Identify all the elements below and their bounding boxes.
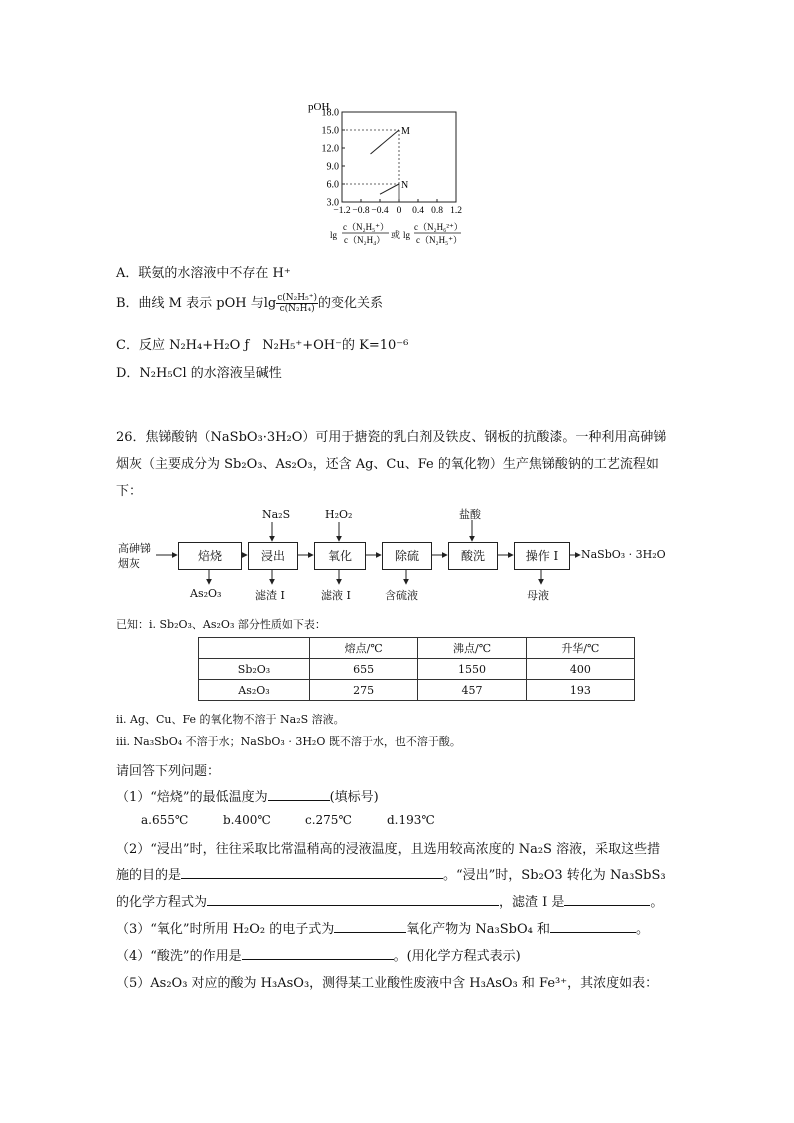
q2-purpose-blank[interactable] xyxy=(181,864,443,879)
q3-mid: 氧化产物为 Na₃SbO₄ 和 xyxy=(406,922,550,937)
flow-input-line2: 烟灰 xyxy=(118,557,140,570)
table-header-cell xyxy=(199,638,310,659)
x-label-num1: c（N₂H₅⁺） xyxy=(343,222,390,232)
q2-line3-post: 。 xyxy=(650,895,664,910)
y-tick-label: 6.0 xyxy=(326,179,339,191)
output-residue-1: 滤渣 I xyxy=(255,589,285,602)
table-cell: 655 xyxy=(310,659,418,680)
output-mother-liquor: 母液 xyxy=(527,589,549,602)
y-tick-label: 12.0 xyxy=(321,143,339,155)
q2-equation-blank[interactable] xyxy=(207,891,499,906)
q1-choice-b: b.400℃ xyxy=(223,813,271,827)
table-header-cell: 沸点/℃ xyxy=(418,638,526,659)
y-tick-label: 3.0 xyxy=(326,197,339,209)
q4-post: 。(用化学方程式表示) xyxy=(393,949,521,964)
table-cell: 193 xyxy=(526,680,634,701)
q1-choice-c: c.275℃ xyxy=(305,813,352,827)
q1-text: （1）“焙烧”的最低温度为 xyxy=(116,790,268,805)
output-sulfur-liquid: 含硫液 xyxy=(385,589,418,602)
q3-electron-formula-blank[interactable] xyxy=(334,918,406,933)
x-label-den2: c（N₂H₅⁺） xyxy=(416,235,463,245)
option-b-post: 的变化关系 xyxy=(317,296,383,311)
q3-product-blank[interactable] xyxy=(550,918,636,933)
properties-table xyxy=(198,637,635,701)
q2-line2 xyxy=(116,864,666,883)
x-tick-label: 0.4 xyxy=(412,206,424,216)
x-tick-label: −0.4 xyxy=(371,206,389,216)
q2-line3-mid: ，滤渣 I 是 xyxy=(499,895,565,910)
x-tick-label: 1.2 xyxy=(450,206,462,216)
x-tick-label: −0.8 xyxy=(352,206,370,216)
q1-choice-d: d.193℃ xyxy=(387,813,435,827)
q1 xyxy=(116,786,379,805)
y-tick-label: 18.0 xyxy=(321,107,339,119)
q1-choice-a: a.655℃ xyxy=(141,813,189,827)
x-label-lg: lg xyxy=(330,230,338,240)
q3 xyxy=(116,918,649,937)
y-axis-label: pOH xyxy=(308,101,330,113)
table-row xyxy=(199,659,635,680)
option-a: A．联氨的水溶液中不存在 H⁺ xyxy=(116,266,291,281)
y-tick-label: 15.0 xyxy=(321,125,339,137)
table-cell: Sb₂O₃ xyxy=(199,659,310,680)
option-b-pre: B．曲线 M 表示 pOH 与 xyxy=(116,296,264,311)
known-ii: ⅱ. Ag、Cu、Fe 的氧化物不溶于 Na₂S 溶液。 xyxy=(116,713,345,726)
step-desulfur: 除硫 xyxy=(382,542,432,570)
table-row xyxy=(199,680,635,701)
flow-input-line1: 高砷锑 xyxy=(118,542,151,555)
y-tick-label: 9.0 xyxy=(326,161,339,173)
q1-choices xyxy=(141,813,435,827)
q2-line2-pre: 施的目的是 xyxy=(116,868,182,883)
table-cell: 1550 xyxy=(418,659,526,680)
q3-post: 。 xyxy=(635,922,649,937)
step-leach: 浸出 xyxy=(248,542,298,570)
x-label-lg2: lg xyxy=(403,230,411,240)
q4 xyxy=(116,945,521,964)
x-tick-label: 0 xyxy=(396,206,402,216)
step-operation-1: 操作 I xyxy=(514,542,570,570)
reagent-hcl: 盐酸 xyxy=(459,508,481,521)
x-label-num2: c（N₂H₆²⁺） xyxy=(414,222,463,232)
q2-residue-blank[interactable] xyxy=(564,891,650,906)
option-b-num: c(N₂H₅⁺) xyxy=(277,293,317,303)
table-cell: As₂O₃ xyxy=(199,680,310,701)
q2-line3-pre: 的化学方程式为 xyxy=(116,895,208,910)
x-tick-label: 0.8 xyxy=(431,206,443,216)
marker-label-n: N xyxy=(401,180,409,191)
table-header-cell: 升华/℃ xyxy=(526,638,634,659)
step-oxidize: 氧化 xyxy=(314,542,366,570)
q2-line1: （2）“浸出”时，往往采取比常温稍高的浸液温度，且选用较高浓度的 Na₂S 溶液，采取这些措 xyxy=(116,842,661,857)
table-cell: 400 xyxy=(526,659,634,680)
table-header-cell: 熔点/℃ xyxy=(310,638,418,659)
table-cell: 457 xyxy=(418,680,526,701)
q26-line1: 26．焦锑酸钠（NaSbO₃·3H₂O）可用于搪瓷的乳白剂及铁皮、钢板的抗酸漆。一种利用高砷锑 xyxy=(116,430,667,445)
known-intro: 已知：ⅰ. Sb₂O₃、As₂O₃ 部分性质如下表： xyxy=(116,618,326,631)
reagent-h2o2: H₂O₂ xyxy=(325,508,353,521)
x-label-den1: c（N₂H₄） xyxy=(344,235,386,245)
option-c: C．反应 N₂H₄+H₂O ƒ N₂H₅⁺+OH⁻的 K=10⁻⁶ xyxy=(116,338,409,353)
q26-line3: 下： xyxy=(116,484,143,499)
q5: （5）As₂O₃ 对应的酸为 H₃AsO₃，测得某工业酸性废液中含 H₃AsO₃ 和 Fe³⁺，其浓度如表： xyxy=(116,976,659,991)
output-filtrate-1: 滤液 I xyxy=(321,589,351,602)
q2-line3 xyxy=(116,891,663,910)
q2-line2-post: 。“浸出”时，Sb₂O3 转化为 Na₃SbS₃ xyxy=(443,868,666,883)
x-label-or: 或 xyxy=(391,230,401,240)
step-acid-wash: 酸洗 xyxy=(448,542,498,570)
q4-answer-blank[interactable] xyxy=(242,945,394,960)
questions-prompt: 请回答下列问题： xyxy=(116,764,221,779)
table-cell: 275 xyxy=(310,680,418,701)
flow-product: NaSbO₃ · 3H₂O xyxy=(581,548,666,561)
reagent-na2s: Na₂S xyxy=(262,508,291,521)
step-roast: 焙烧 xyxy=(178,542,242,570)
x-tick-label: −1.2 xyxy=(333,206,351,216)
q26-line2: 烟灰（主要成分为 Sb₂O₃、As₂O₃，还含 Ag、Cu、Fe 的氧化物）生产焦锑酸钠的工艺流程如 xyxy=(116,457,659,472)
q4-pre: （4）“酸洗”的作用是 xyxy=(116,949,242,964)
option-b-lg: lg xyxy=(263,296,277,311)
marker-label-m: M xyxy=(401,126,410,137)
option-b-den: c(N₂H₄) xyxy=(279,304,315,314)
q1-answer-blank[interactable] xyxy=(268,786,330,801)
q1-hint: (填标号) xyxy=(329,790,379,805)
option-d: D．N₂H₅Cl 的水溶液呈碱性 xyxy=(116,366,282,381)
table-header-row xyxy=(199,638,635,659)
q3-pre: （3）“氧化”时所用 H₂O₂ 的电子式为 xyxy=(116,922,335,937)
output-as2o3: As₂O₃ xyxy=(190,587,222,600)
known-iii: ⅲ. Na₃SbO₄ 不溶于水；NaSbO₃ · 3H₂O 既不溶于水，也不溶于酸。 xyxy=(116,735,461,748)
